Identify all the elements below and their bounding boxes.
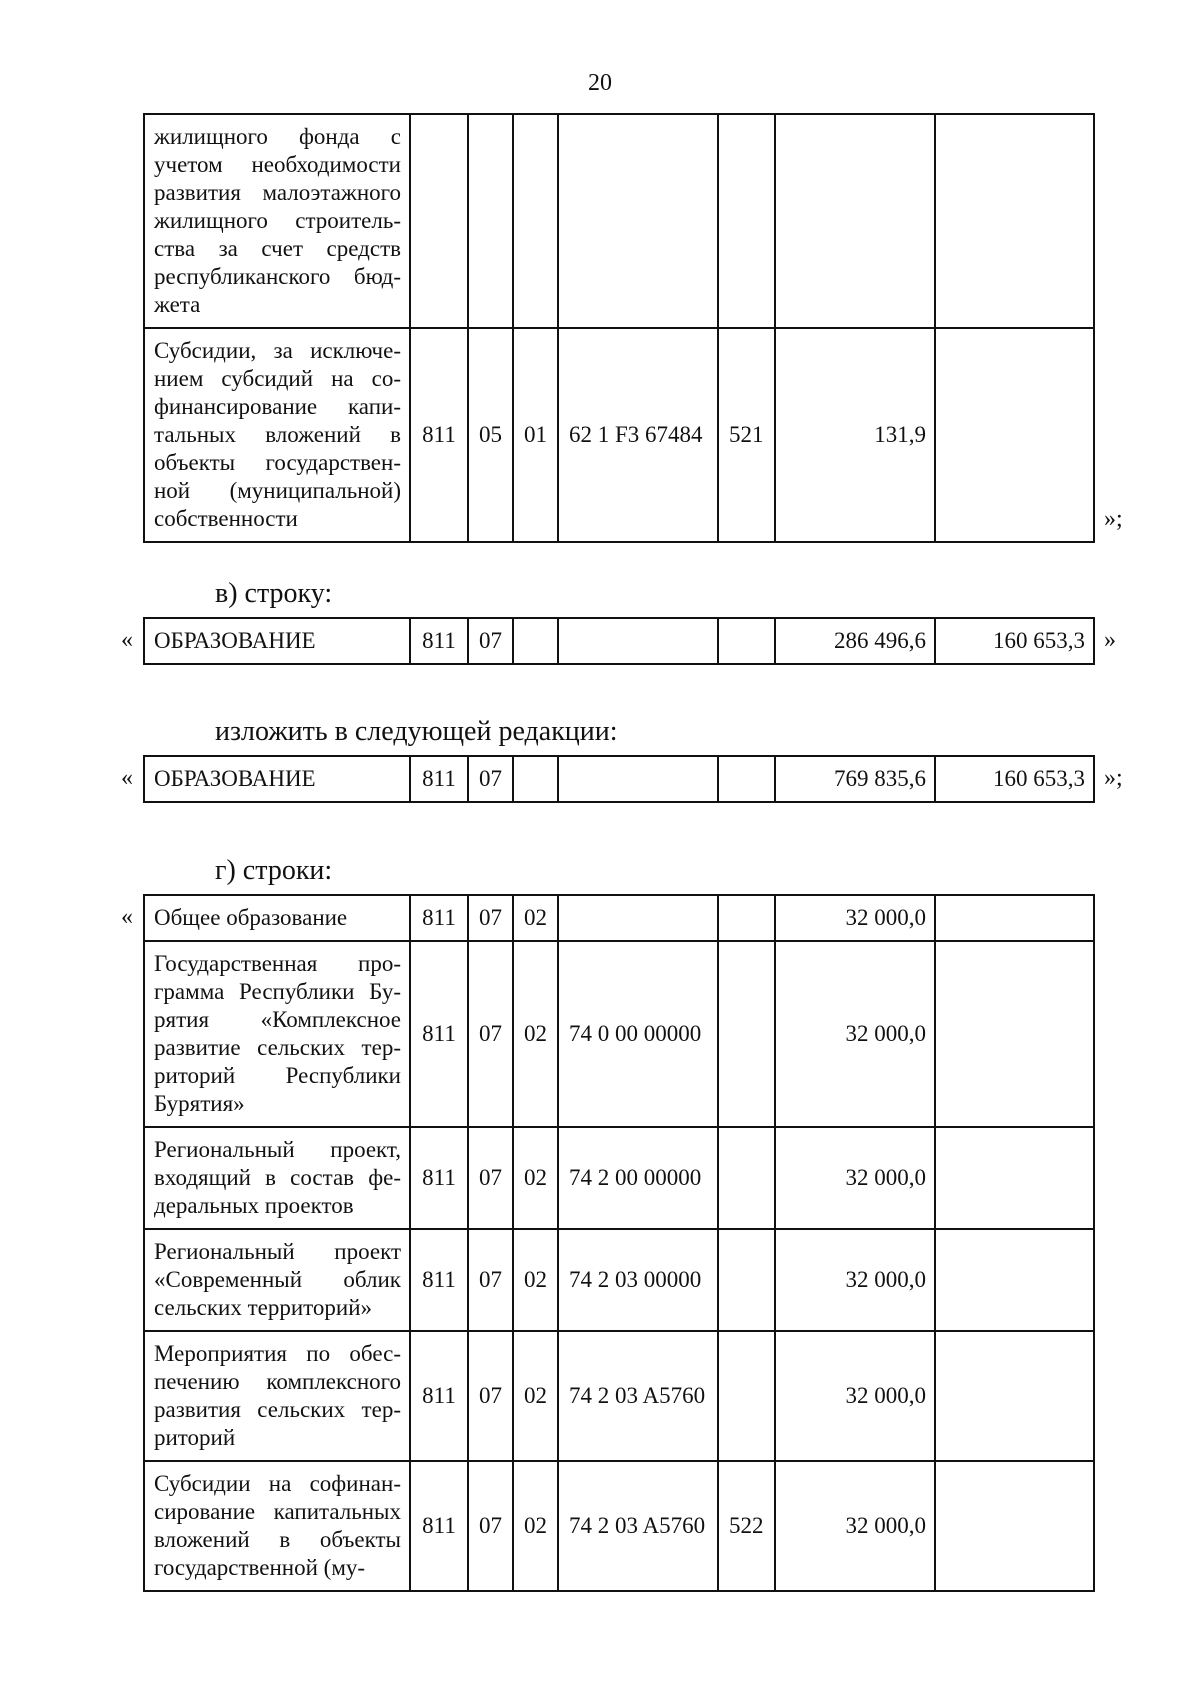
closing-quote-mark: » — [1104, 627, 1116, 653]
cell-subsection — [513, 618, 558, 664]
cell-subsection: 02 — [513, 941, 558, 1127]
cell-subsection: 01 — [513, 328, 558, 542]
cell-target-article — [558, 618, 718, 664]
cell-target-article — [558, 114, 718, 328]
cell-target-article: 74 2 00 00000 — [558, 1127, 718, 1229]
cell-subsection: 02 — [513, 1461, 558, 1591]
cell-grbs: 811 — [410, 328, 468, 542]
cell-section: 07 — [468, 1127, 513, 1229]
table-row — [144, 1461, 1094, 1591]
cell-section: 07 — [468, 895, 513, 941]
budget-table-continuation — [143, 113, 1095, 543]
cell-section: 07 — [468, 1229, 513, 1331]
cell-grbs — [410, 114, 468, 328]
cell-expense-type — [718, 895, 775, 941]
cell-expense-type — [718, 618, 775, 664]
cell-grbs: 811 — [410, 1127, 468, 1229]
cell-sum-1: 32 000,0 — [775, 1229, 935, 1331]
cell-section: 07 — [468, 1461, 513, 1591]
cell-subsection: 02 — [513, 1127, 558, 1229]
row-name: Региональный проект «Современный облик сельских территорий» — [144, 1229, 410, 1331]
cell-section: 07 — [468, 618, 513, 664]
cell-sum-1: 286 496,6 — [775, 618, 935, 664]
cell-sum-2: 160 653,3 — [935, 618, 1094, 664]
cell-subsection: 02 — [513, 1331, 558, 1461]
cell-sum-2 — [935, 895, 1094, 941]
cell-sum-2 — [935, 941, 1094, 1127]
table-row — [144, 1229, 1094, 1331]
row-name: жилищного фонда с учетом необходимости развития малоэтажного жилищного строительства за счет средств республиканского бюджета — [144, 114, 410, 328]
cell-sum-2 — [935, 114, 1094, 328]
cell-target-article: 62 1 F3 67484 — [558, 328, 718, 542]
cell-expense-type — [718, 941, 775, 1127]
row-name: ОБРАЗОВАНИЕ — [144, 618, 410, 664]
opening-quote-mark: « — [121, 765, 133, 791]
opening-quote-mark: « — [121, 904, 133, 930]
cell-sum-1: 32 000,0 — [775, 1127, 935, 1229]
paragraph-edit: изложить в следующей редакции: — [215, 716, 618, 747]
row-name: ОБРАЗОВАНИЕ — [144, 756, 410, 802]
cell-section: 07 — [468, 1331, 513, 1461]
cell-expense-type — [718, 1331, 775, 1461]
cell-target-article: 74 2 03 A5760 — [558, 1461, 718, 1591]
cell-target-article — [558, 895, 718, 941]
cell-sum-1: 131,9 — [775, 328, 935, 542]
table-row — [144, 328, 1094, 542]
cell-sum-1: 32 000,0 — [775, 941, 935, 1127]
table-row — [144, 941, 1094, 1127]
table-row — [144, 1127, 1094, 1229]
cell-sum-1: 769 835,6 — [775, 756, 935, 802]
row-name: Государственная программа Республики Бурятия «Комплексное развитие сельских территорий Республики Бурятия» — [144, 941, 410, 1127]
cell-sum-2 — [935, 1229, 1094, 1331]
cell-subsection: 02 — [513, 895, 558, 941]
table-row — [144, 618, 1094, 664]
cell-subsection — [513, 756, 558, 802]
cell-target-article: 74 2 03 A5760 — [558, 1331, 718, 1461]
page-number: 20 — [588, 70, 612, 96]
table-row — [144, 895, 1094, 941]
cell-expense-type — [718, 1229, 775, 1331]
cell-sum-2 — [935, 1127, 1094, 1229]
cell-grbs: 811 — [410, 1229, 468, 1331]
budget-table-rows — [143, 894, 1095, 1592]
cell-target-article — [558, 756, 718, 802]
cell-expense-type — [718, 1127, 775, 1229]
cell-sum-1: 32 000,0 — [775, 895, 935, 941]
opening-quote-mark: « — [121, 627, 133, 653]
cell-expense-type — [718, 114, 775, 328]
closing-quote-mark: »; — [1104, 765, 1123, 791]
budget-table-new-row — [143, 755, 1095, 803]
closing-quote-mark: »; — [1104, 506, 1123, 532]
cell-subsection: 02 — [513, 1229, 558, 1331]
row-name: Общее образование — [144, 895, 410, 941]
table-row — [144, 1331, 1094, 1461]
cell-sum-2: 160 653,3 — [935, 756, 1094, 802]
cell-expense-type: 521 — [718, 328, 775, 542]
row-name: Субсидии на софинансирование капитальных вложений в объекты государственной (му- — [144, 1461, 410, 1591]
table-row — [144, 756, 1094, 802]
row-name: Мероприятия по обеспечению комплексного развития сельских территорий — [144, 1331, 410, 1461]
cell-grbs: 811 — [410, 756, 468, 802]
cell-sum-1: 32 000,0 — [775, 1331, 935, 1461]
row-name: Региональный проект, входящий в состав федеральных проектов — [144, 1127, 410, 1229]
cell-section — [468, 114, 513, 328]
cell-sum-2 — [935, 328, 1094, 542]
cell-subsection — [513, 114, 558, 328]
cell-grbs: 811 — [410, 895, 468, 941]
paragraph-v: в) строку: — [215, 578, 333, 609]
cell-sum-2 — [935, 1461, 1094, 1591]
cell-grbs: 811 — [410, 618, 468, 664]
cell-expense-type — [718, 756, 775, 802]
cell-target-article: 74 2 03 00000 — [558, 1229, 718, 1331]
cell-grbs: 811 — [410, 1331, 468, 1461]
cell-section: 05 — [468, 328, 513, 542]
cell-sum-2 — [935, 1331, 1094, 1461]
cell-grbs: 811 — [410, 941, 468, 1127]
cell-sum-1 — [775, 114, 935, 328]
row-name: Субсидии, за исключением субсидий на софинансирование капитальных вложений в объекты государственной (муниципальной) собственности — [144, 328, 410, 542]
table-row — [144, 114, 1094, 328]
cell-expense-type: 522 — [718, 1461, 775, 1591]
cell-sum-1: 32 000,0 — [775, 1461, 935, 1591]
budget-table-old-row — [143, 617, 1095, 665]
cell-section: 07 — [468, 941, 513, 1127]
cell-section: 07 — [468, 756, 513, 802]
cell-grbs: 811 — [410, 1461, 468, 1591]
paragraph-g: г) строки: — [215, 855, 333, 886]
cell-target-article: 74 0 00 00000 — [558, 941, 718, 1127]
